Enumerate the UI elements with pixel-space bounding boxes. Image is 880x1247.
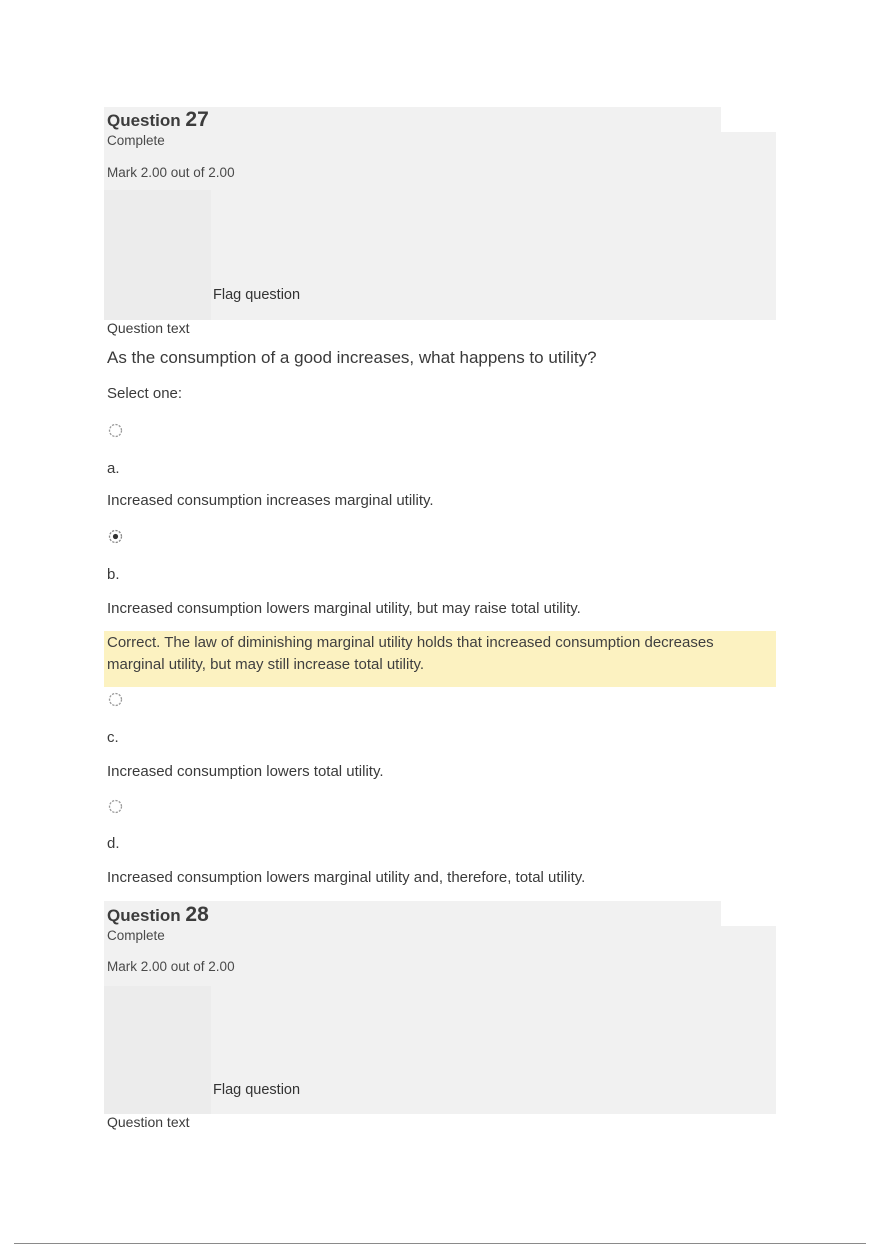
option-d-radio[interactable] <box>108 799 123 814</box>
q27-question-number <box>107 108 209 132</box>
q27-question-label: Question <box>107 111 181 130</box>
q28-question-number <box>107 903 209 927</box>
q28-question-text-label: Question text <box>107 1114 190 1130</box>
q27-question-text-label: Question text <box>107 320 190 336</box>
radio-unchecked-icon <box>108 799 123 814</box>
option-b-feedback <box>104 631 776 687</box>
feedback-line-2: marginal utility, but may still increase total utility. <box>107 656 425 673</box>
q27-question-text: As the consumption of a good increases, what happens to utility? <box>107 348 597 367</box>
feedback-line-1: Correct. The law of diminishing marginal utility holds that increased consumption decreases <box>107 634 714 651</box>
option-b-radio[interactable] <box>108 529 123 544</box>
q27-flag-question-link[interactable]: Flag question <box>213 287 301 303</box>
option-b-letter: b. <box>107 566 120 583</box>
q28-info-side <box>104 986 211 1114</box>
option-a-radio[interactable] <box>108 423 123 438</box>
q27-info-side <box>104 190 211 320</box>
option-a-letter: a. <box>107 460 120 477</box>
page-bottom-divider <box>14 1243 866 1244</box>
q27-state: Complete <box>107 133 165 148</box>
option-a-text[interactable]: Increased consumption increases marginal utility. <box>107 492 434 509</box>
radio-checked-icon <box>108 529 123 544</box>
q28-grade: Mark 2.00 out of 2.00 <box>107 959 235 974</box>
option-d-text[interactable]: Increased consumption lowers marginal utility and, therefore, total utility. <box>107 869 586 886</box>
q27-number: 27 <box>185 108 209 131</box>
radio-unchecked-icon <box>108 423 123 438</box>
q28-number: 28 <box>185 903 209 926</box>
option-c-text[interactable]: Increased consumption lowers total utility. <box>107 763 384 780</box>
q27-grade: Mark 2.00 out of 2.00 <box>107 165 235 180</box>
option-c-radio[interactable] <box>108 692 123 707</box>
option-c-letter: c. <box>107 729 119 746</box>
radio-unchecked-icon <box>108 692 123 707</box>
option-b-text[interactable]: Increased consumption lowers marginal utility, but may raise total utility. <box>107 600 581 617</box>
option-d-letter: d. <box>107 835 120 852</box>
q27-select-prompt: Select one: <box>107 385 183 402</box>
q28-flag-question-link[interactable]: Flag question <box>213 1082 301 1098</box>
q28-question-label: Question <box>107 906 181 925</box>
q28-state: Complete <box>107 928 165 943</box>
